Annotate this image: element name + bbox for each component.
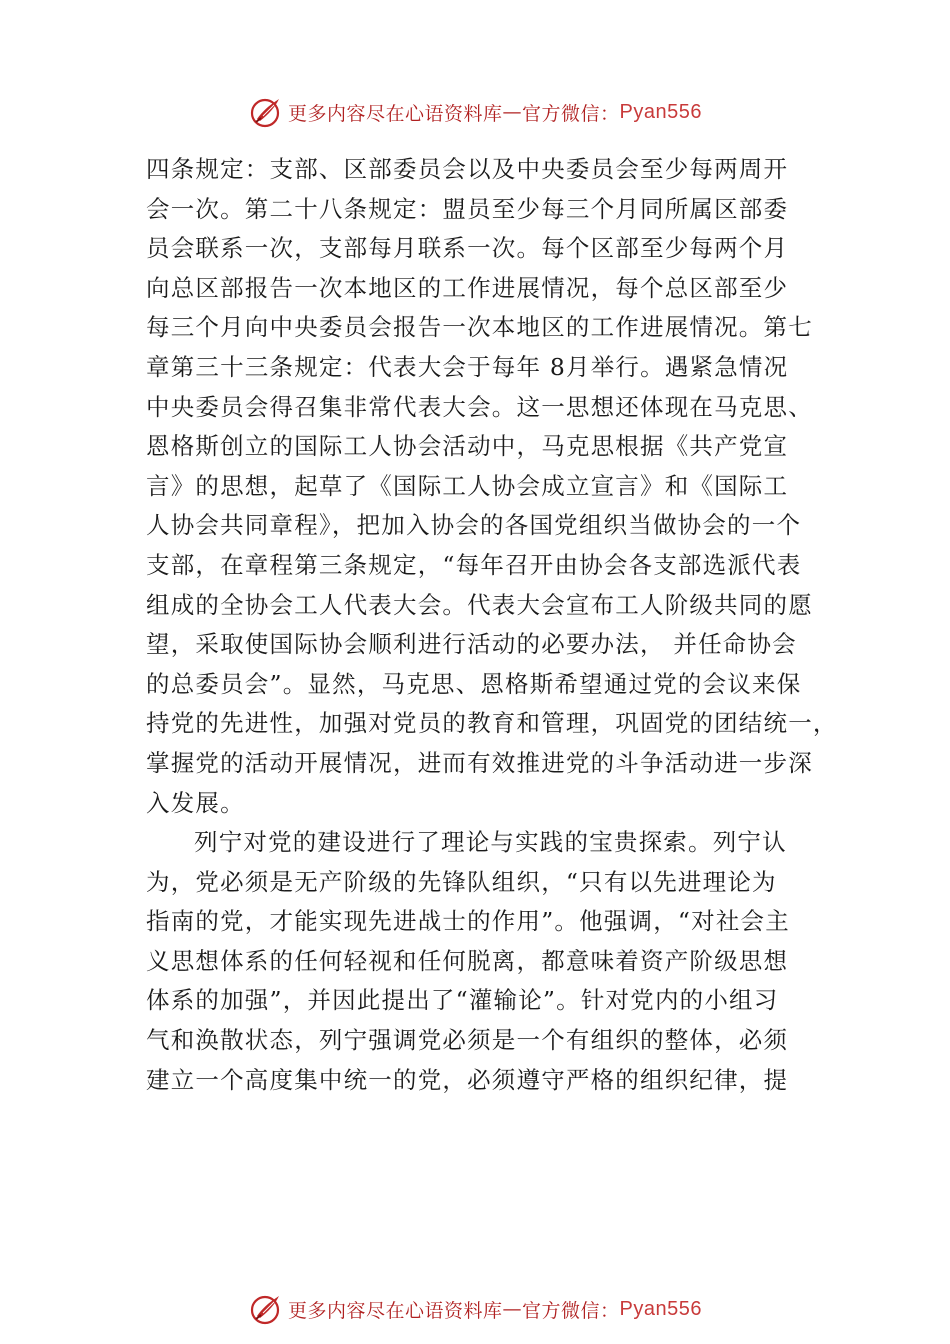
text-line: 恩格斯创立的国际工人协会活动中，马克思根据《共产党宣 bbox=[146, 432, 789, 461]
paragraph-start-line: 列宁对党的建设进行了理论与实践的宝贵探索。列宁认 bbox=[194, 828, 787, 857]
text-line: 建立一个高度集中统一的党，必须遵守严格的组织纪律，提 bbox=[146, 1065, 789, 1094]
wechat-label: 官方微信： bbox=[522, 1299, 620, 1322]
text-line: 为，党必须是无产阶级的先锋队组织，“只有以先进理论为 bbox=[146, 867, 777, 896]
header-banner bbox=[0, 92, 950, 132]
wechat-label: 官方微信： bbox=[522, 102, 620, 125]
text-line: 义思想体系的任何轻视和任何脱离，都意味着资产阶级思想 bbox=[146, 946, 789, 975]
text-line: 的总委员会”。显然，马克思、恩格斯希望通过党的会议来保 bbox=[146, 669, 802, 698]
text-line: 中央委员会得召集非常代表大会。这一思想还体现在马克思、 bbox=[146, 392, 813, 421]
banner-dash: — bbox=[502, 101, 523, 123]
text-line: 入发展。 bbox=[146, 788, 245, 817]
text-line: 组成的全协会工人代表大会。代表大会宣布工人阶级共同的愿 bbox=[146, 590, 813, 619]
text-line: 四条规定：支部、区部委员会以及中央委员会至少每两周开 bbox=[146, 155, 789, 183]
banner-dash: — bbox=[502, 1298, 523, 1320]
text-line: 掌握党的活动开展情况，进而有效推进党的斗争活动进一步深 bbox=[146, 748, 813, 777]
text-line: 向总区部报告一次本地区的工作进展情况，每个总区部至少 bbox=[146, 273, 789, 302]
quill-pen-logo-icon bbox=[248, 1291, 284, 1327]
text-line: 章第三十三条规定：代表大会于每年 8月举行。遇紧急情况 bbox=[146, 352, 789, 381]
document-body bbox=[146, 150, 838, 1100]
wechat-id: Pyan556 bbox=[619, 1297, 702, 1320]
quill-pen-logo-icon bbox=[248, 94, 284, 130]
site-name: 更多内容尽在心语资料库 bbox=[288, 1299, 503, 1322]
site-name: 更多内容尽在心语资料库 bbox=[288, 102, 503, 125]
text-line: 每三个月向中央委员会报告一次本地区的工作进展情况。第七 bbox=[146, 313, 813, 342]
text-line: 气和涣散状态，列宁强调党必须是一个有组织的整体，必须 bbox=[146, 1026, 789, 1055]
text-line: 指南的党，才能实现先进战士的作用”。他强调，“对社会主 bbox=[146, 907, 790, 936]
text-line: 会一次。第二十八条规定：盟员至少每三个月同所属区部委 bbox=[146, 194, 789, 223]
text-line: 持党的先进性，加强对党员的教育和管理，巩固党的团结统一， bbox=[146, 709, 838, 738]
text-line: 人协会共同章程》，把加入协会的各国党组织当做协会的一个 bbox=[146, 511, 802, 540]
footer-banner bbox=[0, 1289, 950, 1329]
text-line: 言》的思想，起草了《国际工人协会成立宣言》和《国际工 bbox=[146, 471, 789, 500]
text-line: 员会联系一次，支部每月联系一次。每个区部至少每两个月 bbox=[146, 234, 789, 263]
wechat-id: Pyan556 bbox=[619, 100, 702, 123]
text-line: 望，采取使国际协会顺利进行活动的必要办法， 并任命协会 bbox=[146, 630, 797, 659]
text-line: 支部，在章程第三条规定，“每年召开由协会各支部选派代表 bbox=[146, 550, 802, 579]
text-line: 体系的加强”，并因此提出了“灌输论”。针对党内的小组习 bbox=[146, 986, 779, 1015]
